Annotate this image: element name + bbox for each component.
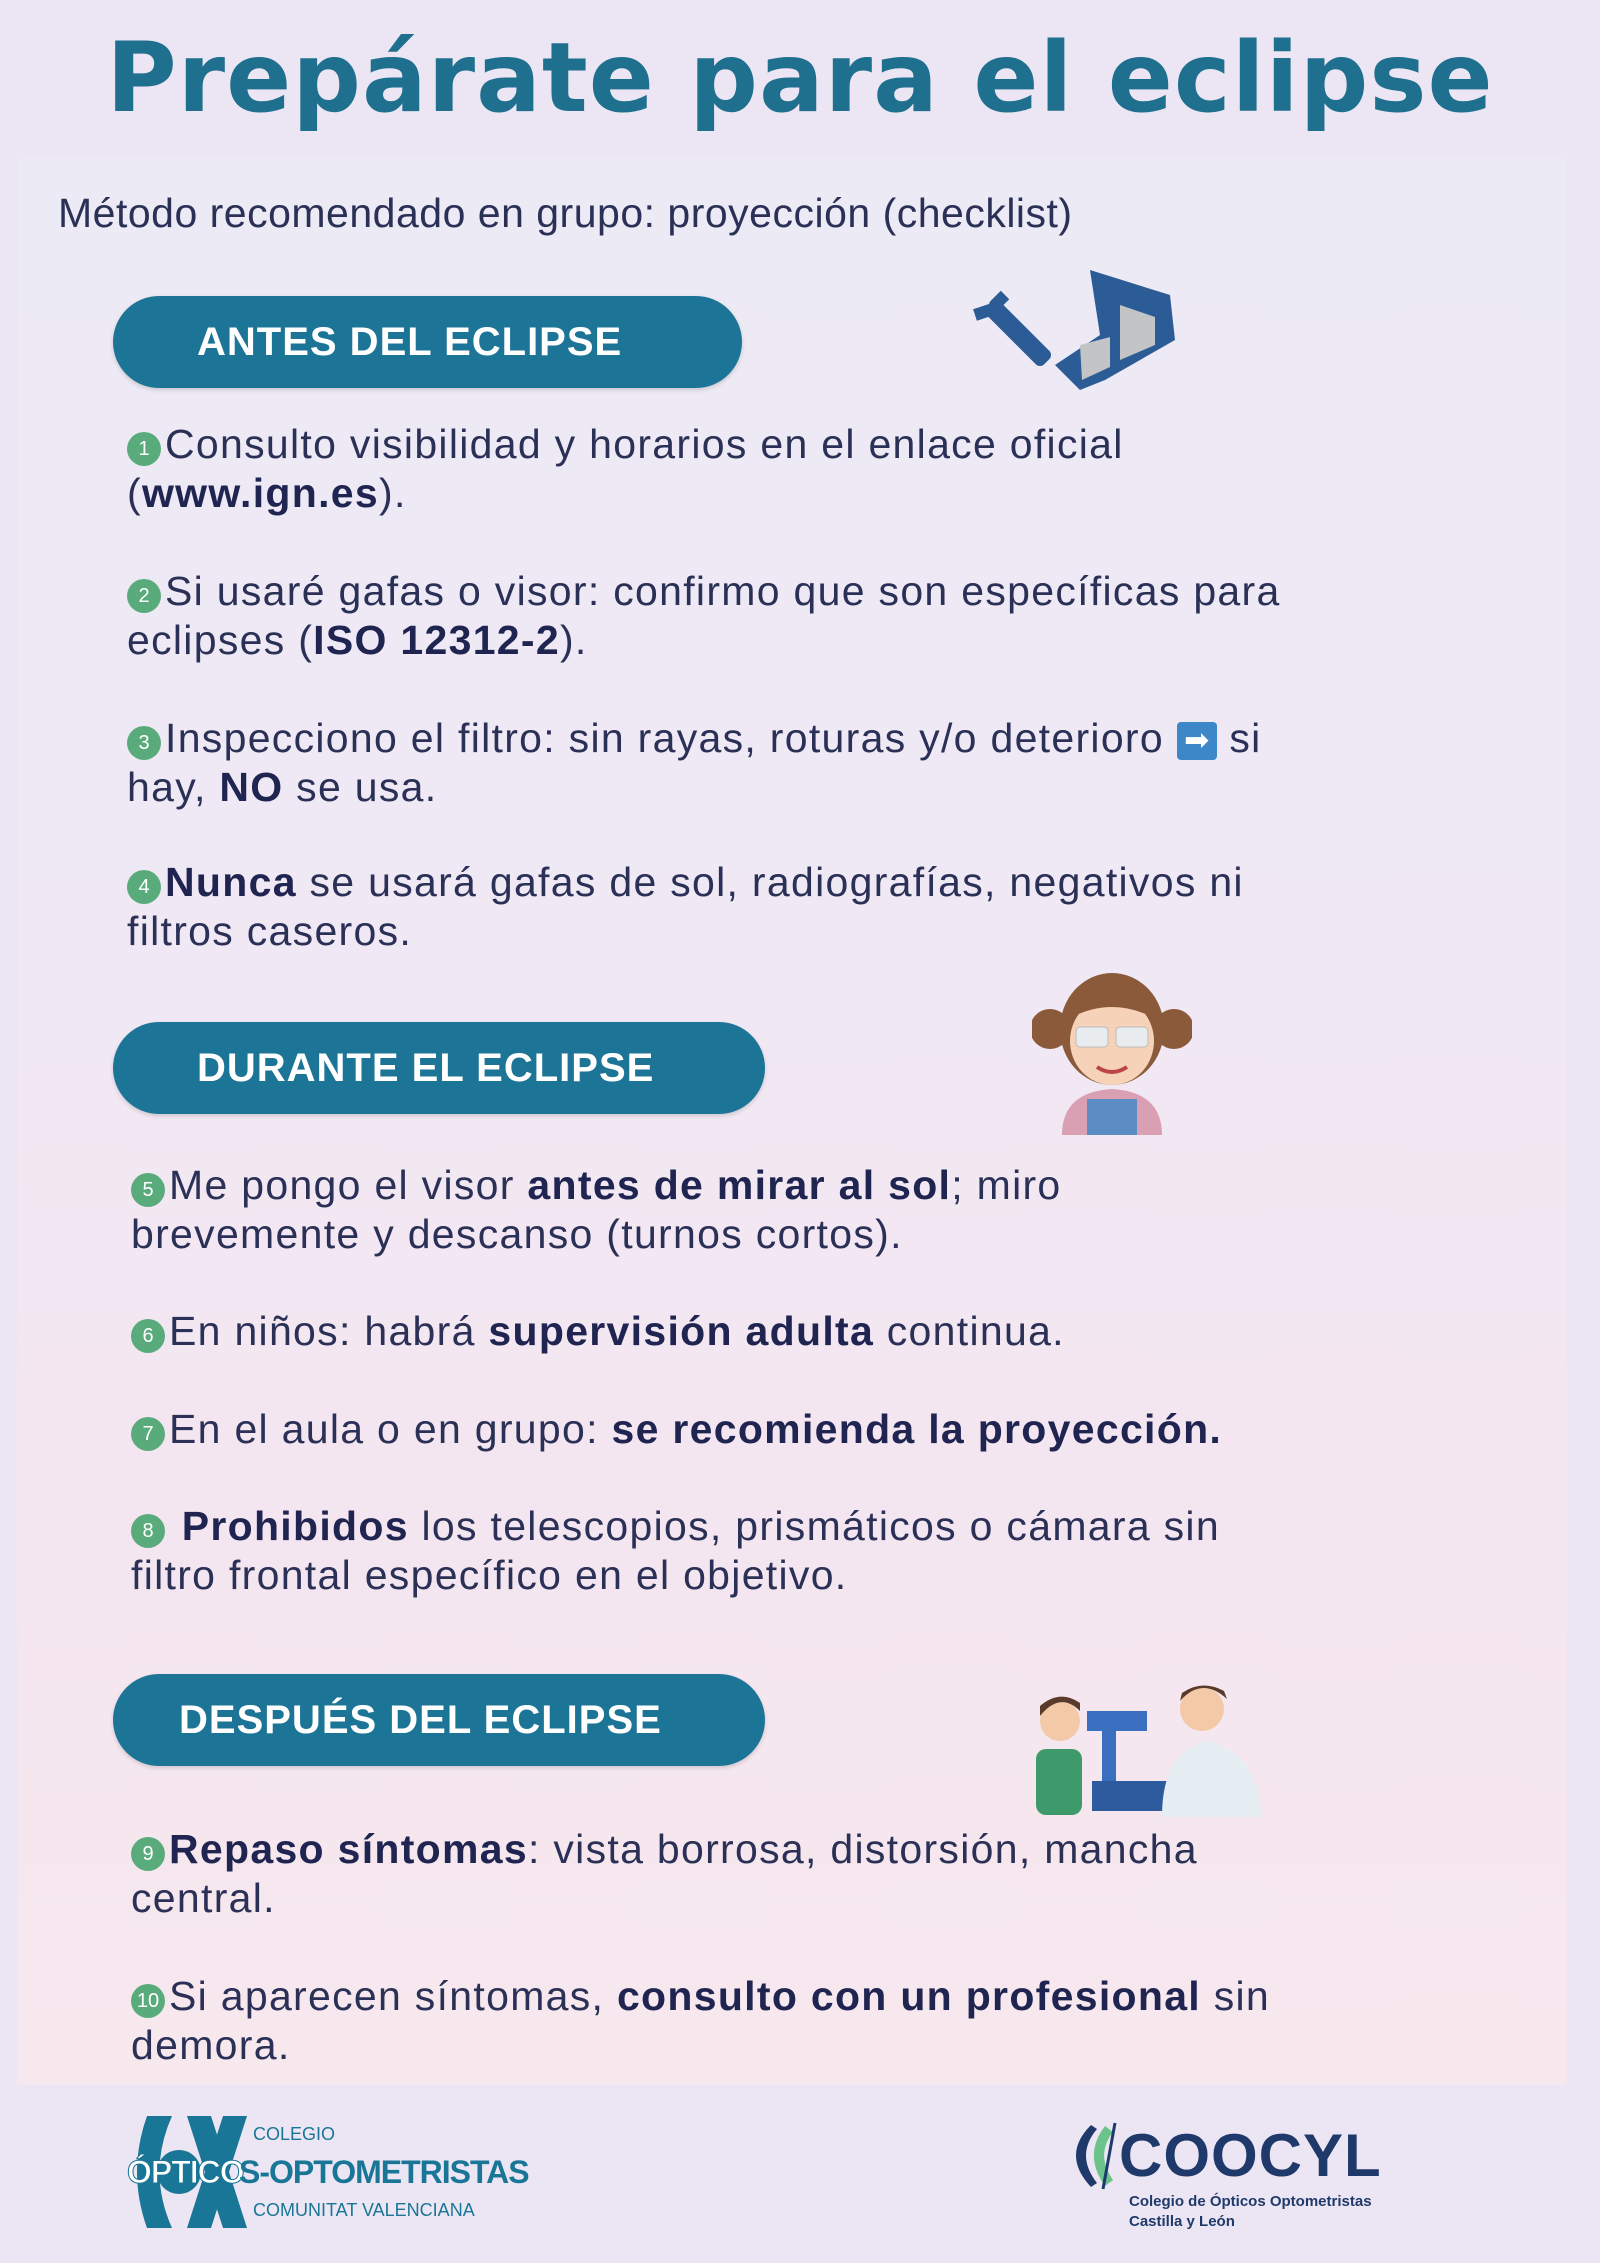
text: se usa. [283, 764, 438, 810]
checklist-item [131, 1825, 1198, 1923]
item-line [131, 1972, 1270, 2021]
number-badge: 2 [127, 579, 161, 613]
text: Me pongo el visor [169, 1162, 528, 1208]
coocyl-logo [1061, 2121, 1401, 2231]
section-header-during: DURANTE EL ECLIPSE [113, 1022, 765, 1114]
logo-left-main-a: ÓPTICO [127, 2154, 244, 2190]
text: central. [131, 1875, 276, 1921]
section-header-after: DESPUÉS DEL ECLIPSE [113, 1674, 765, 1766]
bold-text: ISO 12312-2 [313, 617, 560, 663]
text: sin [1201, 1973, 1271, 2019]
text: continua. [874, 1308, 1065, 1354]
number-badge: 1 [127, 432, 161, 466]
checklist-item [127, 714, 1262, 812]
girl-with-glasses-icon [1032, 967, 1192, 1135]
logo-left-main-b: S-OPTOMETRISTAS [239, 2154, 529, 2190]
colegio-opticos-valencia-logo [127, 2114, 587, 2230]
checklist-item [131, 1972, 1270, 2070]
subtitle: Método recomendado en grupo: proyección (checklist) [58, 190, 1073, 236]
number-badge: 7 [131, 1417, 165, 1451]
number-badge: 9 [131, 1837, 165, 1871]
logo-left-top: COLEGIO [253, 2124, 336, 2144]
item-line [131, 1307, 1065, 1356]
text: brevemente y descanso (turnos cortos). [131, 1211, 903, 1257]
text: si [1216, 715, 1262, 761]
checklist-item [127, 567, 1281, 665]
text: ; miro [951, 1162, 1062, 1208]
number-badge: 6 [131, 1319, 165, 1353]
optometrist-exam-icon [1032, 1671, 1264, 1817]
text: filtros caseros. [127, 908, 413, 954]
bold-text: se recomienda la proyección. [611, 1406, 1223, 1452]
logo-right-line1: Colegio de Ópticos Optometristas [1129, 2193, 1372, 2210]
bold-text: Prohibidos [181, 1503, 409, 1549]
text: : vista borrosa, distorsión, mancha [528, 1826, 1198, 1872]
checklist-item [131, 1405, 1222, 1454]
text: Si usaré gafas o visor: confirmo que son específicas para [165, 568, 1281, 614]
item-line [131, 1502, 1220, 1551]
item-line [127, 907, 1244, 956]
checklist-item [131, 1161, 1062, 1259]
item-line [127, 567, 1281, 616]
text: En el aula o en grupo: [169, 1406, 612, 1452]
text: hay, [127, 764, 220, 810]
number-badge: 8 [131, 1514, 165, 1548]
text: los telescopios, prismáticos o cámara sin [408, 1503, 1220, 1549]
page-title: Prepárate para el eclipse [106, 22, 1494, 134]
item-line [131, 1825, 1198, 1874]
text: Consulto visibilidad y horarios en el enlace oficial [165, 421, 1124, 467]
text: Si aparecen síntomas, [169, 1973, 617, 2019]
item-line [131, 1161, 1062, 1210]
text: ). [379, 470, 407, 516]
checklist-item [127, 858, 1244, 956]
item-line [127, 469, 1124, 518]
bold-text: consulto con un profesional [616, 1973, 1201, 2019]
logo-left-bottom: COMUNITAT VALENCIANA [253, 2200, 475, 2220]
text: eclipses ( [127, 617, 314, 663]
number-badge: 10 [131, 1984, 165, 2018]
text: demora. [131, 2022, 291, 2068]
bold-text: Repaso síntomas [169, 1826, 528, 1872]
logo-right-main: COOCYL [1119, 2122, 1382, 2189]
item-line [127, 858, 1244, 907]
text: En niños: habrá [169, 1308, 489, 1354]
item-line [131, 1551, 1220, 1600]
item-line [127, 420, 1124, 469]
text: ( [127, 470, 142, 516]
checklist-item [131, 1307, 1065, 1356]
item-line [131, 1405, 1222, 1454]
text: ). [559, 617, 588, 663]
section-header-before: ANTES DEL ECLIPSE [113, 296, 742, 388]
bold-text: NO [219, 764, 284, 810]
text [169, 1503, 182, 1549]
number-badge: 5 [131, 1173, 165, 1207]
number-badge: 3 [127, 726, 161, 760]
eclipse-glasses-icon [970, 265, 1190, 393]
item-line [131, 2021, 1270, 2070]
checklist-item [127, 420, 1124, 518]
item-line [127, 616, 1281, 665]
bold-text: Nunca [165, 859, 297, 905]
item-line [131, 1210, 1062, 1259]
text: Inspecciono el filtro: sin rayas, roturas y/o deterioro [165, 715, 1177, 761]
item-line [127, 763, 1262, 812]
text: filtro frontal específico en el objetivo. [131, 1552, 848, 1598]
arrow-right-icon: ➡ [1177, 722, 1217, 760]
checklist-item [131, 1502, 1220, 1600]
bold-text: www.ign.es [141, 470, 379, 516]
item-line [131, 1874, 1198, 1923]
logo-right-line2: Castilla y León [1129, 2213, 1235, 2230]
number-badge: 4 [127, 870, 161, 904]
text: se usará gafas de sol, radiografías, negativos ni [296, 859, 1244, 905]
bold-text: supervisión adulta [488, 1308, 875, 1354]
item-line [127, 714, 1262, 763]
bold-text: antes de mirar al sol [527, 1162, 952, 1208]
